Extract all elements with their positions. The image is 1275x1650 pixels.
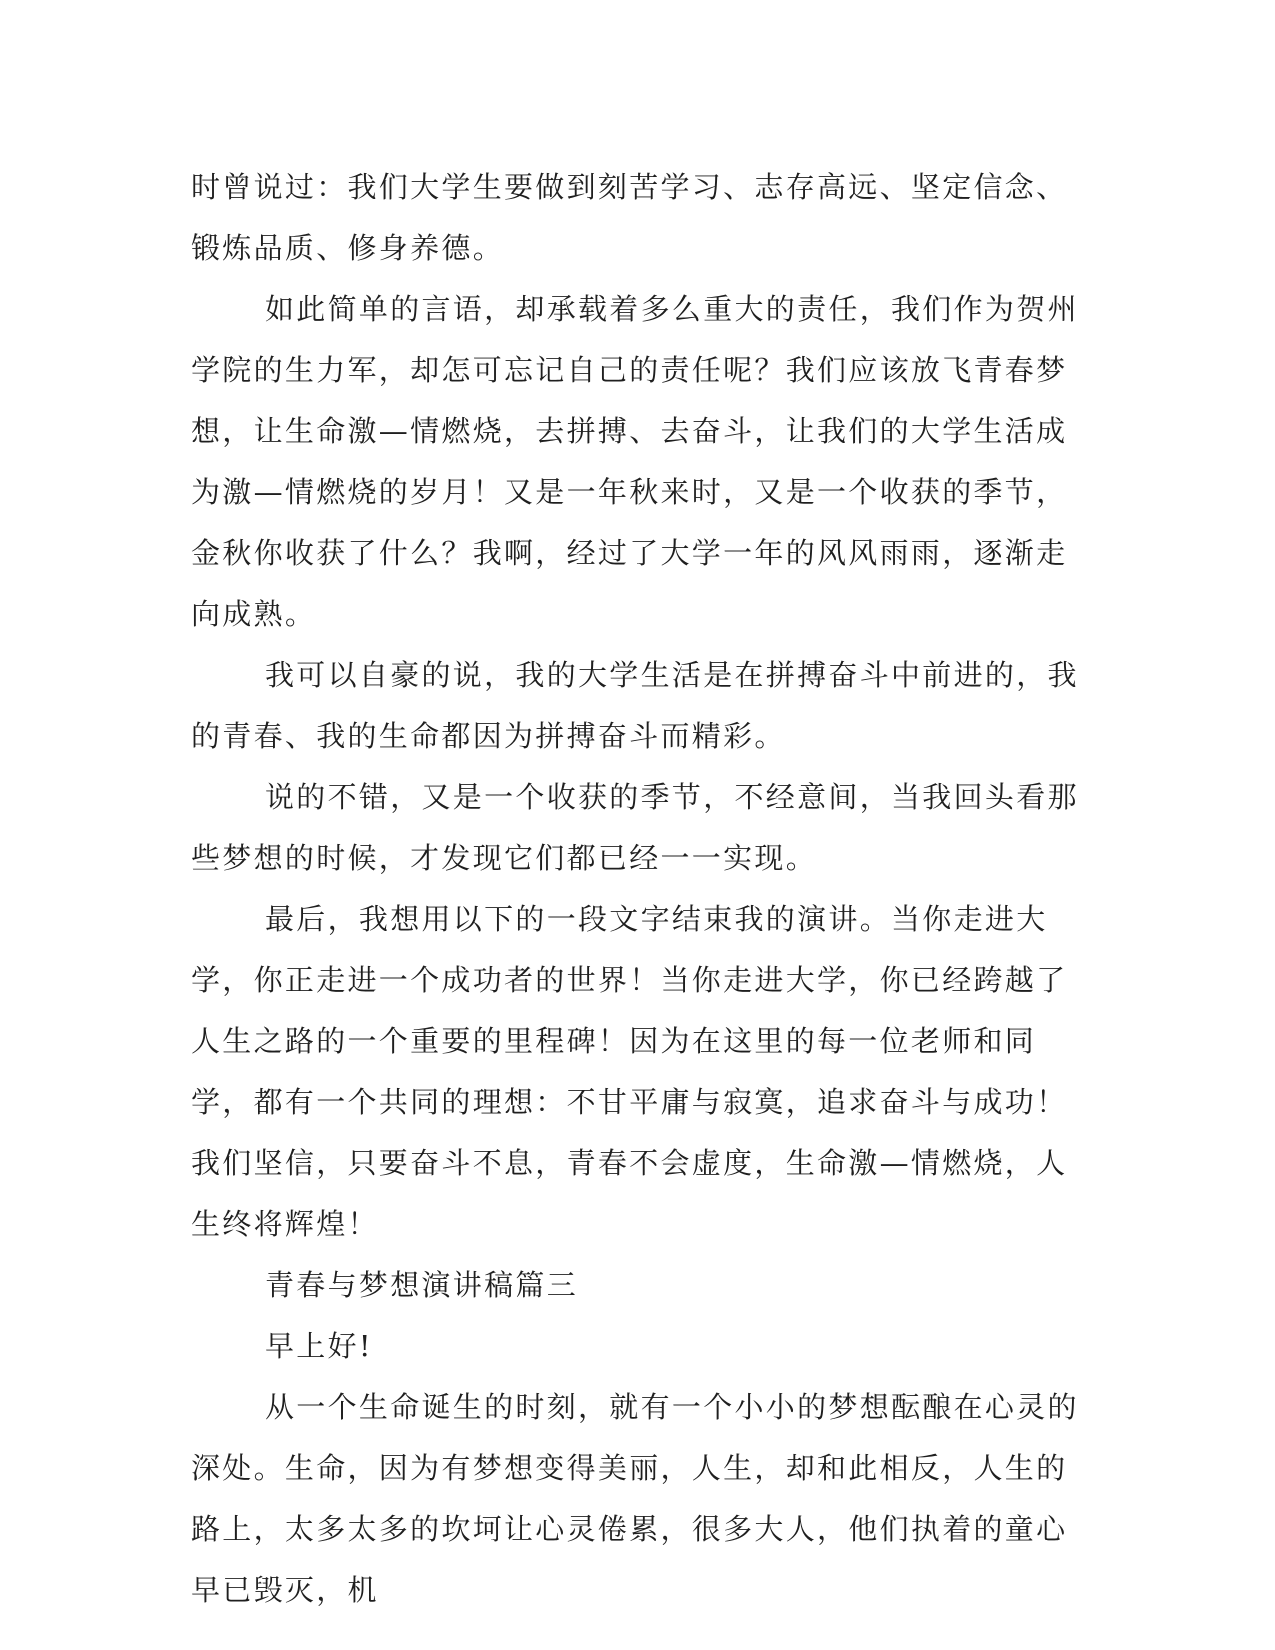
document-body — [191, 157, 1089, 1621]
paragraph-responsibility: 如此简单的言语，却承载着多么重大的责任，我们作为贺州学院的生力军，却怎可忘记自己的责任呢？我们应该放飞青春梦想，让生命激—情燃烧，去拼搏、去奋斗，让我们的大学生活成为激—情燃烧的岁月！又是一年秋来时，又是一个收获的季节，金秋你收获了什么？我啊，经过了大学一年的风风雨雨，逐渐走向成熟。 — [191, 292, 1079, 631]
paragraph-dream-origin: 从一个生命诞生的时刻，就有一个小小的梦想酝酿在心灵的深处。生命，因为有梦想变得美丽，人生，却和此相反，人生的路上，太多太多的坎坷让心灵倦累，很多大人，他们执着的童心早已毁灭，机 — [191, 1390, 1079, 1607]
paragraph-closing: 最后，我想用以下的一段文字结束我的演讲。当你走进大学，你正走进一个成功者的世界！当你走进大学，你已经跨越了人生之路的一个重要的里程碑！因为在这里的每一位老师和同学，都有一个共同的理想：不甘平庸与寂寞，追求奋斗与成功！我们坚信，只要奋斗不息，青春不会虚度，生命激—情燃烧，人生终将辉煌！ — [191, 902, 1068, 1241]
paragraph-pride: 我可以自豪的说，我的大学生活是在拼搏奋斗中前进的，我的青春、我的生命都因为拼搏奋斗而精彩。 — [191, 658, 1079, 753]
greeting: 早上好! — [265, 1329, 373, 1363]
section-heading: 青春与梦想演讲稿篇三 — [265, 1268, 579, 1302]
paragraph-continuation: 时曾说过：我们大学生要做到刻苦学习、志存高远、坚定信念、锻炼品质、修身养德。 — [191, 170, 1068, 265]
paragraph-harvest: 说的不错，又是一个收获的季节，不经意间，当我回头看那些梦想的时候，才发现它们都已经一一实现。 — [191, 780, 1079, 875]
